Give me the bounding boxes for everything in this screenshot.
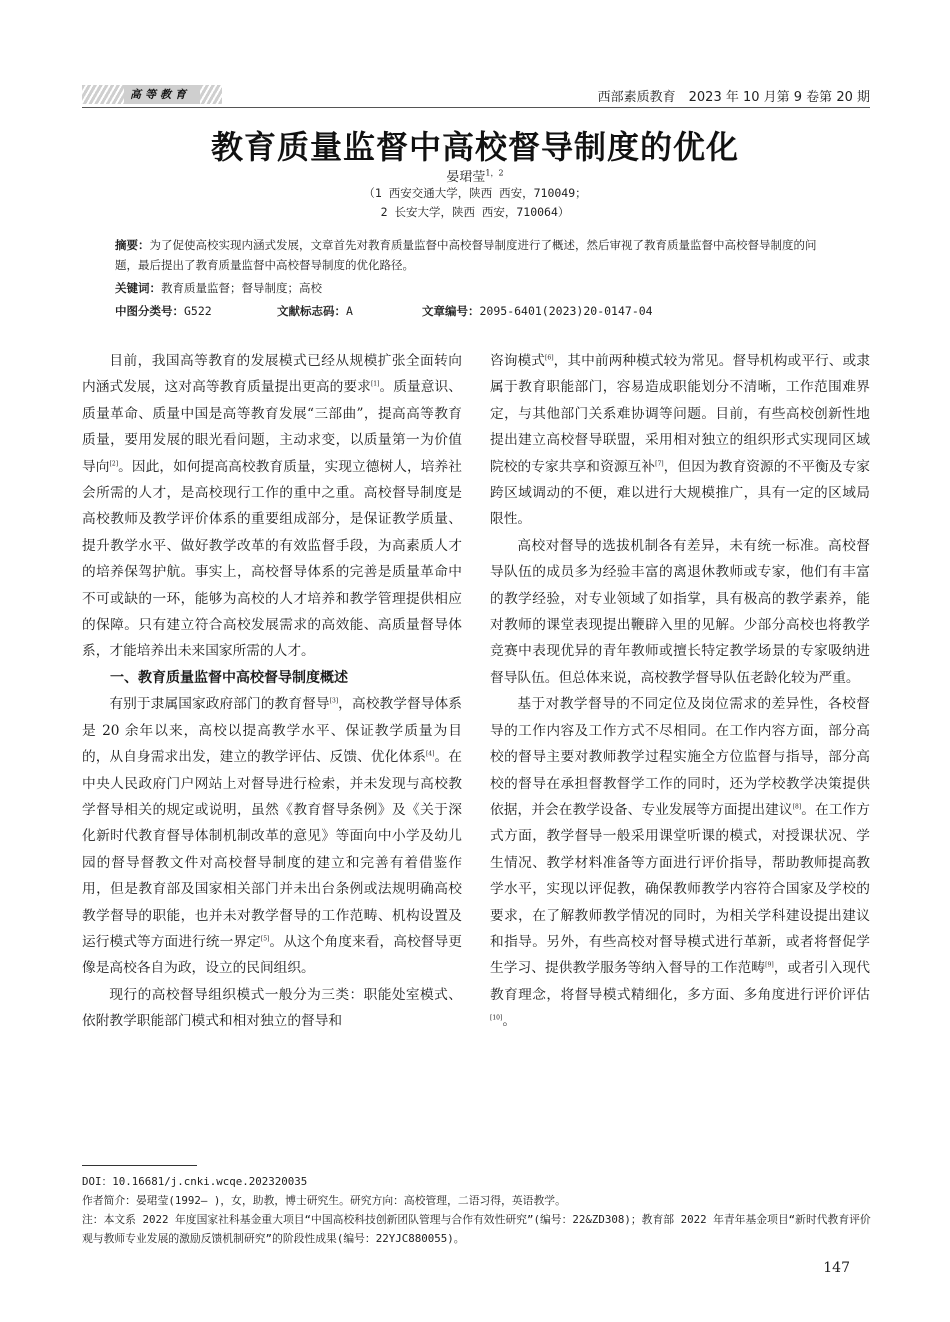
keywords	[115, 278, 835, 298]
author-bio: 作者简介：晏珺莹(1992— )，女，助教，博士研究生。研究方向：高校管理，二语习得，英语教学。	[82, 1194, 566, 1207]
author-name: 晏珺莹	[446, 170, 486, 185]
text-run: 。在工作方式方面，教学督导一般采用课堂听课的模式，对授课状况、学生情况、教学材料准备等方面进行评价指导，帮助教师提高教学水平，实现以评促教，确保教师教学内容符合国家及学校的要求，在了解教师教学情况的同时，为相关学科建设提出建议和指导。另外，有些高校对督导模式进行革新，或者将督促学生学习、提供教学服务等纳入督导的工作范畴	[490, 801, 870, 977]
journal-issue: 西部素质教育 2023 年 10 月第 9 卷第 20 期	[597, 90, 870, 105]
citation-ref[interactable]: [9]	[765, 961, 774, 969]
paragraph	[82, 348, 462, 665]
hatch-decoration	[200, 85, 222, 104]
funding-note: 注：本文系 2022 年度国家社科基金重大项目“中国高校科技创新团队管理与合作有效性研究”(编号：22&ZD308)；教育部 2022 年青年基金项目“新时代教育评价观与教师专业发展的激励反馈机制研究”的阶段性成果(编号：22YJC880055)。	[82, 1213, 871, 1245]
paragraph	[490, 348, 870, 533]
page-number: 147	[823, 1260, 850, 1276]
citation-ref[interactable]: [6]	[545, 354, 554, 362]
text-run: 基于对教学督导的不同定位及岗位需求的差异性，各校督导的工作内容及工作方式不尽相同。在工作内容方面，部分高校的督导主要对教师教学过程实施全方位监督与指导，部分高校的督导在承担督教督学工作的同时，还为学校教学决策提供依据，并会在教学设备、专业发展等方面提出建议	[490, 696, 870, 818]
footnote-rule	[82, 1165, 197, 1166]
header-rule	[82, 107, 870, 108]
citation-ref[interactable]: [3]	[329, 697, 339, 705]
paragraph: 高校对督导的选拔机制各有差异，未有统一标准。高校督导队伍的成员多为经验丰富的离退休教师或专家，他们有丰富的教学经验，对专业领域了如指掌，具有极高的教学素养，能对教师的课堂表现提出鞭辟入里的见解。少部分高校也将教学竞赛中表现优异的青年教师或擅长特定教学场景的专家吸纳进督导队伍。但总体来说，高校教学督导队伍老龄化较为严重。	[490, 537, 870, 686]
doi[interactable]: DOI：10.16681/j.cnki.wcqe.202320035	[82, 1175, 308, 1188]
clc-label: 中图分类号：	[115, 304, 184, 318]
citation-ref[interactable]: [8]	[792, 803, 802, 811]
text-run: 。从这个角度来看，高校督导更像是高校各自为政，设立的民间组织。	[82, 933, 462, 977]
doc-code-label: 文献标志码：	[277, 304, 346, 318]
body-column-left	[82, 348, 462, 1035]
doc-code-value: A	[346, 304, 353, 318]
affiliation-1: （1 西安交通大学，陕西 西安，710049；	[363, 186, 587, 200]
section-tag	[82, 85, 222, 104]
text-run: 。在中央人民政府门户网站上对督导进行检索，并未发现与高校教学督导相关的规定或说明，虽然《教育督导条例》及《关于深化新时代教育督导体制机制改革的意见》等面向中小学及幼儿园的督导督教文件对高校督导制度的建立和完善有着借鉴作用，但是教育部及国家相关部门并未出台条例或法规明确高校教学督导的职能，也并未对教学督导的工作范畴、机构设置及运行模式等方面进行统一界定	[82, 749, 462, 950]
text-run: 。	[502, 1013, 517, 1030]
keywords-label: 关键词：	[115, 281, 161, 295]
text-run: ，或者引入现代教育理念，将督导模式精细化，多方面、多角度进行评价评估	[490, 960, 870, 1003]
abstract-label: 摘要：	[115, 238, 150, 252]
text-run: ，高校教学督导体系是 20 余年以来，高校以提高教学水平、保证教学质量为目的，从自身需求出发，建立的教学评估、反馈、优化体系	[82, 696, 462, 766]
article-title: 教育质量监督中高校督导制度的优化	[210, 128, 739, 166]
body-column-right	[490, 348, 870, 1035]
text-run: 。因此，如何提高高校教育质量，实现立德树人，培养社会所需的人才，是高校现行工作的重中之重。高校督导制度是高校教师及教学评价体系的重要组成部分，是保证教学质量、提升教学水平、做好教学改革的有效监督手段，为高素质人才的培养保驾护航。事实上，高校督导体系的完善是质量革命中不可或缺的一环，能够为高校的人才培养和教学管理提供相应的保障。只有建立符合高校发展需求的高效能、高质量督导体系，才能培养出未来国家所需的人才。	[82, 458, 462, 660]
paragraph	[490, 691, 870, 1034]
citation-ref[interactable]: [10]	[490, 1014, 503, 1022]
abstract	[115, 235, 835, 275]
article-no-label: 文章编号：	[422, 304, 480, 318]
keywords-text: 教育质量监督；督导制度；高校	[161, 281, 322, 295]
section-heading: 一、教育质量监督中高校督导制度概述	[110, 669, 348, 686]
paragraph: 现行的高校督导组织模式一般分为三类：职能处室模式、依附教学职能部门模式和相对独立的督导和	[82, 986, 462, 1030]
section-tag-label: 高等教育	[130, 88, 190, 101]
citation-ref[interactable]: [4]	[425, 750, 435, 758]
text-run: ，其中前两种模式较为常见。督导机构或平行、或隶属于教育职能部门，容易造成职能划分不清晰，工作范围难界定，与其他部门关系难协调等问题。目前，有些高校创新性地提出建立高校督导联盟，采用相对独立的组织形式实现同区域院校的专家共享和资源互补	[490, 353, 870, 475]
author-affil-sup: 1，2	[485, 168, 504, 178]
clc-value: G522	[184, 304, 212, 318]
citation-ref[interactable]: [7]	[655, 460, 664, 468]
article-no-value: 2095-6401(2023)20-0147-04	[479, 304, 653, 318]
abstract-text: 为了促使高校实现内涵式发展，文章首先对教育质量监督中高校督导制度进行了概述，然后审视了教育质量监督中高校督导制度的问题，最后提出了教育质量监督中高校督导制度的优化路径。	[115, 238, 817, 272]
citation-ref[interactable]: [1]	[370, 380, 380, 388]
citation-ref[interactable]: [5]	[260, 935, 270, 943]
author-line	[0, 166, 950, 185]
text-run: 。质量意识、质量革命、质量中国是高等教育发展“三部曲”，提高高等教育质量，要用发展的眼光看问题，主动求变，以质量第一为价值导向	[82, 379, 462, 475]
paragraph	[82, 691, 462, 981]
classification-line	[115, 301, 835, 321]
text-run: ，但因为教育资源的不平衡及专家跨区域调动的不便，难以进行大规模推广，具有一定的区域局限性。	[490, 458, 870, 528]
hatch-decoration	[82, 85, 124, 104]
text-run: 咨询模式	[490, 353, 546, 369]
text-run: 目前，我国高等教育的发展模式已经从规模扩张全面转向内涵式发展，这对高等教育质量提出更高的要求	[82, 353, 462, 396]
text-run: 有别于隶属国家政府部门的教育督导	[109, 696, 330, 713]
citation-ref[interactable]: [2]	[109, 460, 119, 468]
affiliation-2: 2 长安大学，陕西 西安，710064）	[380, 205, 570, 219]
